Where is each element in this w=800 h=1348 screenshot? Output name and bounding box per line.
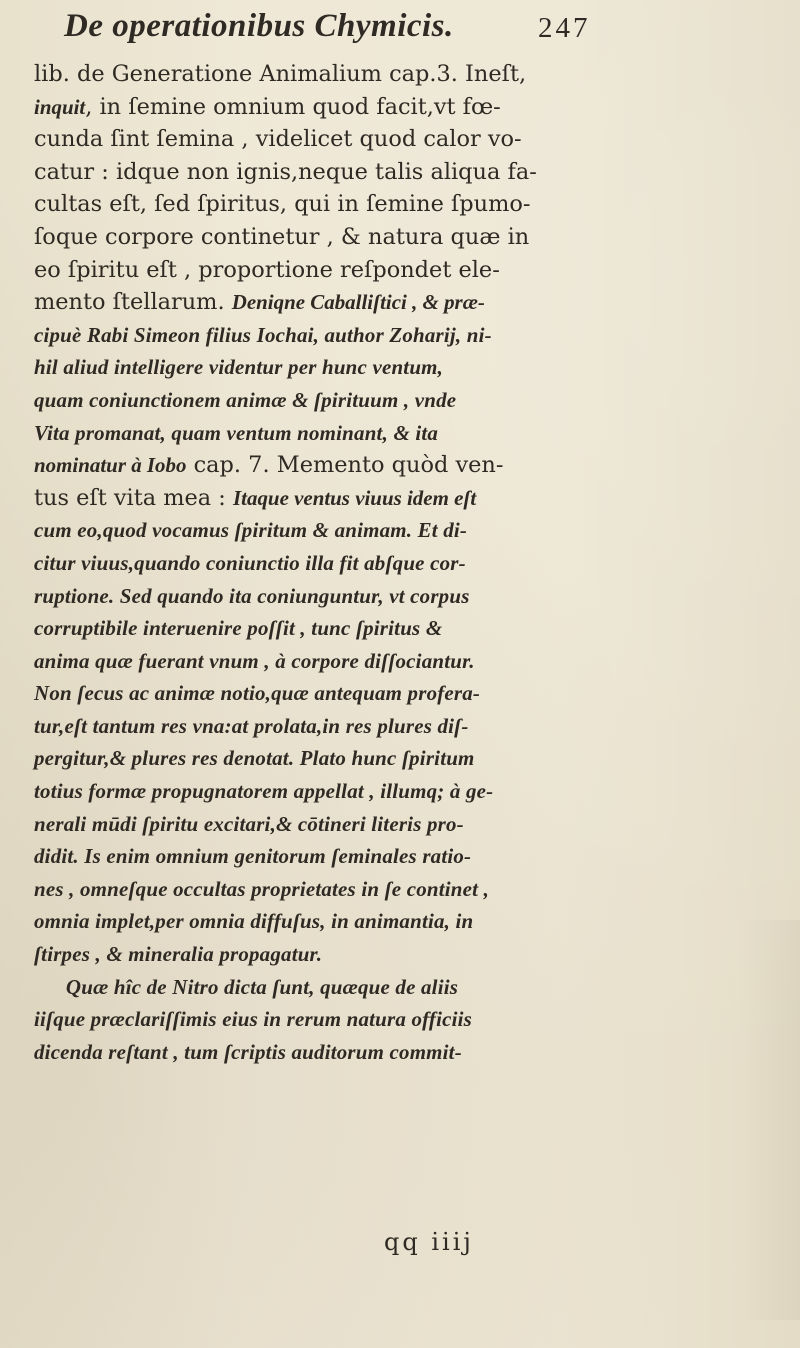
text-line bbox=[34, 254, 772, 287]
italic-span: Deniqne Caballiſtici , & præ- bbox=[231, 290, 485, 315]
text-line: nes , omneſque occultas proprietates in ſe continet , bbox=[34, 876, 490, 901]
roman-span: mento ſtellarum. bbox=[34, 289, 232, 316]
signature-mark: qq iiij bbox=[384, 1228, 474, 1256]
text-line bbox=[34, 91, 772, 124]
roman-span: cultas eſt, ſed ſpiritus, qui in ſemine ſpumo- bbox=[34, 191, 531, 218]
text-line: tur,eſt tantum res vna:at prolata,in res plures diſ- bbox=[34, 713, 469, 738]
roman-span: eo ſpiritu eſt , proportione reſpondet ele- bbox=[34, 256, 500, 283]
text-line: anima quæ fuerant vnum , à corpore diſſociantur. bbox=[34, 648, 475, 673]
page-number: 247 bbox=[538, 12, 591, 44]
text-line bbox=[34, 449, 772, 482]
text-line: didit. Is enim omnium genitorum ſeminales ratio- bbox=[34, 844, 472, 869]
text-line: corruptibile interuenire poſſit , tunc ſpiritus & bbox=[34, 616, 443, 641]
roman-span: cap. 7. Memento quòd ven- bbox=[186, 452, 504, 479]
text-line: cipuè Rabi Simeon filius Iochai, author Zoharij, ni- bbox=[34, 322, 492, 347]
text-line: ruptione. Sed quando ita coniunguntur, vt corpus bbox=[34, 583, 470, 608]
italic-span: Itaque ventus viuus idem eſt bbox=[233, 485, 477, 510]
text-line bbox=[34, 221, 772, 254]
text-line: dicenda reſtant , tum ſcriptis auditorum commit- bbox=[34, 1039, 462, 1064]
roman-span: , in ſemine omnium quod facit,vt fœ- bbox=[85, 93, 501, 120]
text-line: pergitur,& plures res denotat. Plato hunc ſpiritum bbox=[34, 746, 475, 771]
text-line bbox=[34, 286, 772, 319]
text-line bbox=[34, 123, 772, 156]
text-line: cum eo,quod vocamus ſpiritum & animam. Et di- bbox=[34, 518, 468, 543]
roman-span: lib. de Generatione Animalium cap.3. Ineſt, bbox=[34, 61, 527, 87]
running-head bbox=[60, 8, 760, 52]
text-line bbox=[34, 156, 772, 189]
roman-span: cunda ſint ſemina , videlicet quod calor vo- bbox=[34, 126, 522, 153]
text-line: citur viuus,quando coniunctio illa fit abſque cor- bbox=[34, 550, 466, 575]
text-line bbox=[34, 58, 772, 91]
body-text bbox=[34, 58, 774, 1068]
text-line: nerali mūdi ſpiritu excitari,& cōtineri literis pro- bbox=[34, 811, 464, 836]
roman-span: ſoque corpore continetur , & natura quæ in bbox=[34, 223, 530, 250]
text-line: omnia implet,per omnia diffuſus, in animantia, in bbox=[34, 909, 474, 934]
text-line: iiſque præclariſſimis eius in rerum natura officiis bbox=[34, 1007, 473, 1032]
text-line: ſtirpes , & mineralia propagatur. bbox=[34, 942, 323, 967]
roman-span: catur : idque non ignis,neque talis aliqua fa- bbox=[34, 158, 537, 185]
italic-span: nominatur à Iobo bbox=[34, 453, 187, 478]
text-line: Quæ hîc de Nitro dicta ſunt, quæque de aliis bbox=[65, 974, 459, 999]
text-line: totius formæ propugnatorem appellat , illumq; à ge- bbox=[34, 779, 494, 804]
text-line: Non ſecus ac animæ notio,quæ antequam profera- bbox=[34, 681, 481, 706]
text-line bbox=[34, 188, 772, 221]
page-shading bbox=[740, 920, 800, 1320]
text-line: hil aliud intelligere videntur per hunc ventum, bbox=[34, 355, 444, 380]
italic-span: inquit bbox=[34, 94, 86, 119]
text-line: quam coniunctionem animæ & ſpirituum , vnde bbox=[34, 387, 457, 412]
roman-span: tus eſt vita mea : bbox=[34, 484, 234, 511]
text-line: Vita promanat, quam ventum nominant, & ita bbox=[34, 420, 439, 445]
page-title: De operationibus Chymicis. bbox=[64, 8, 454, 44]
text-line bbox=[34, 482, 772, 515]
